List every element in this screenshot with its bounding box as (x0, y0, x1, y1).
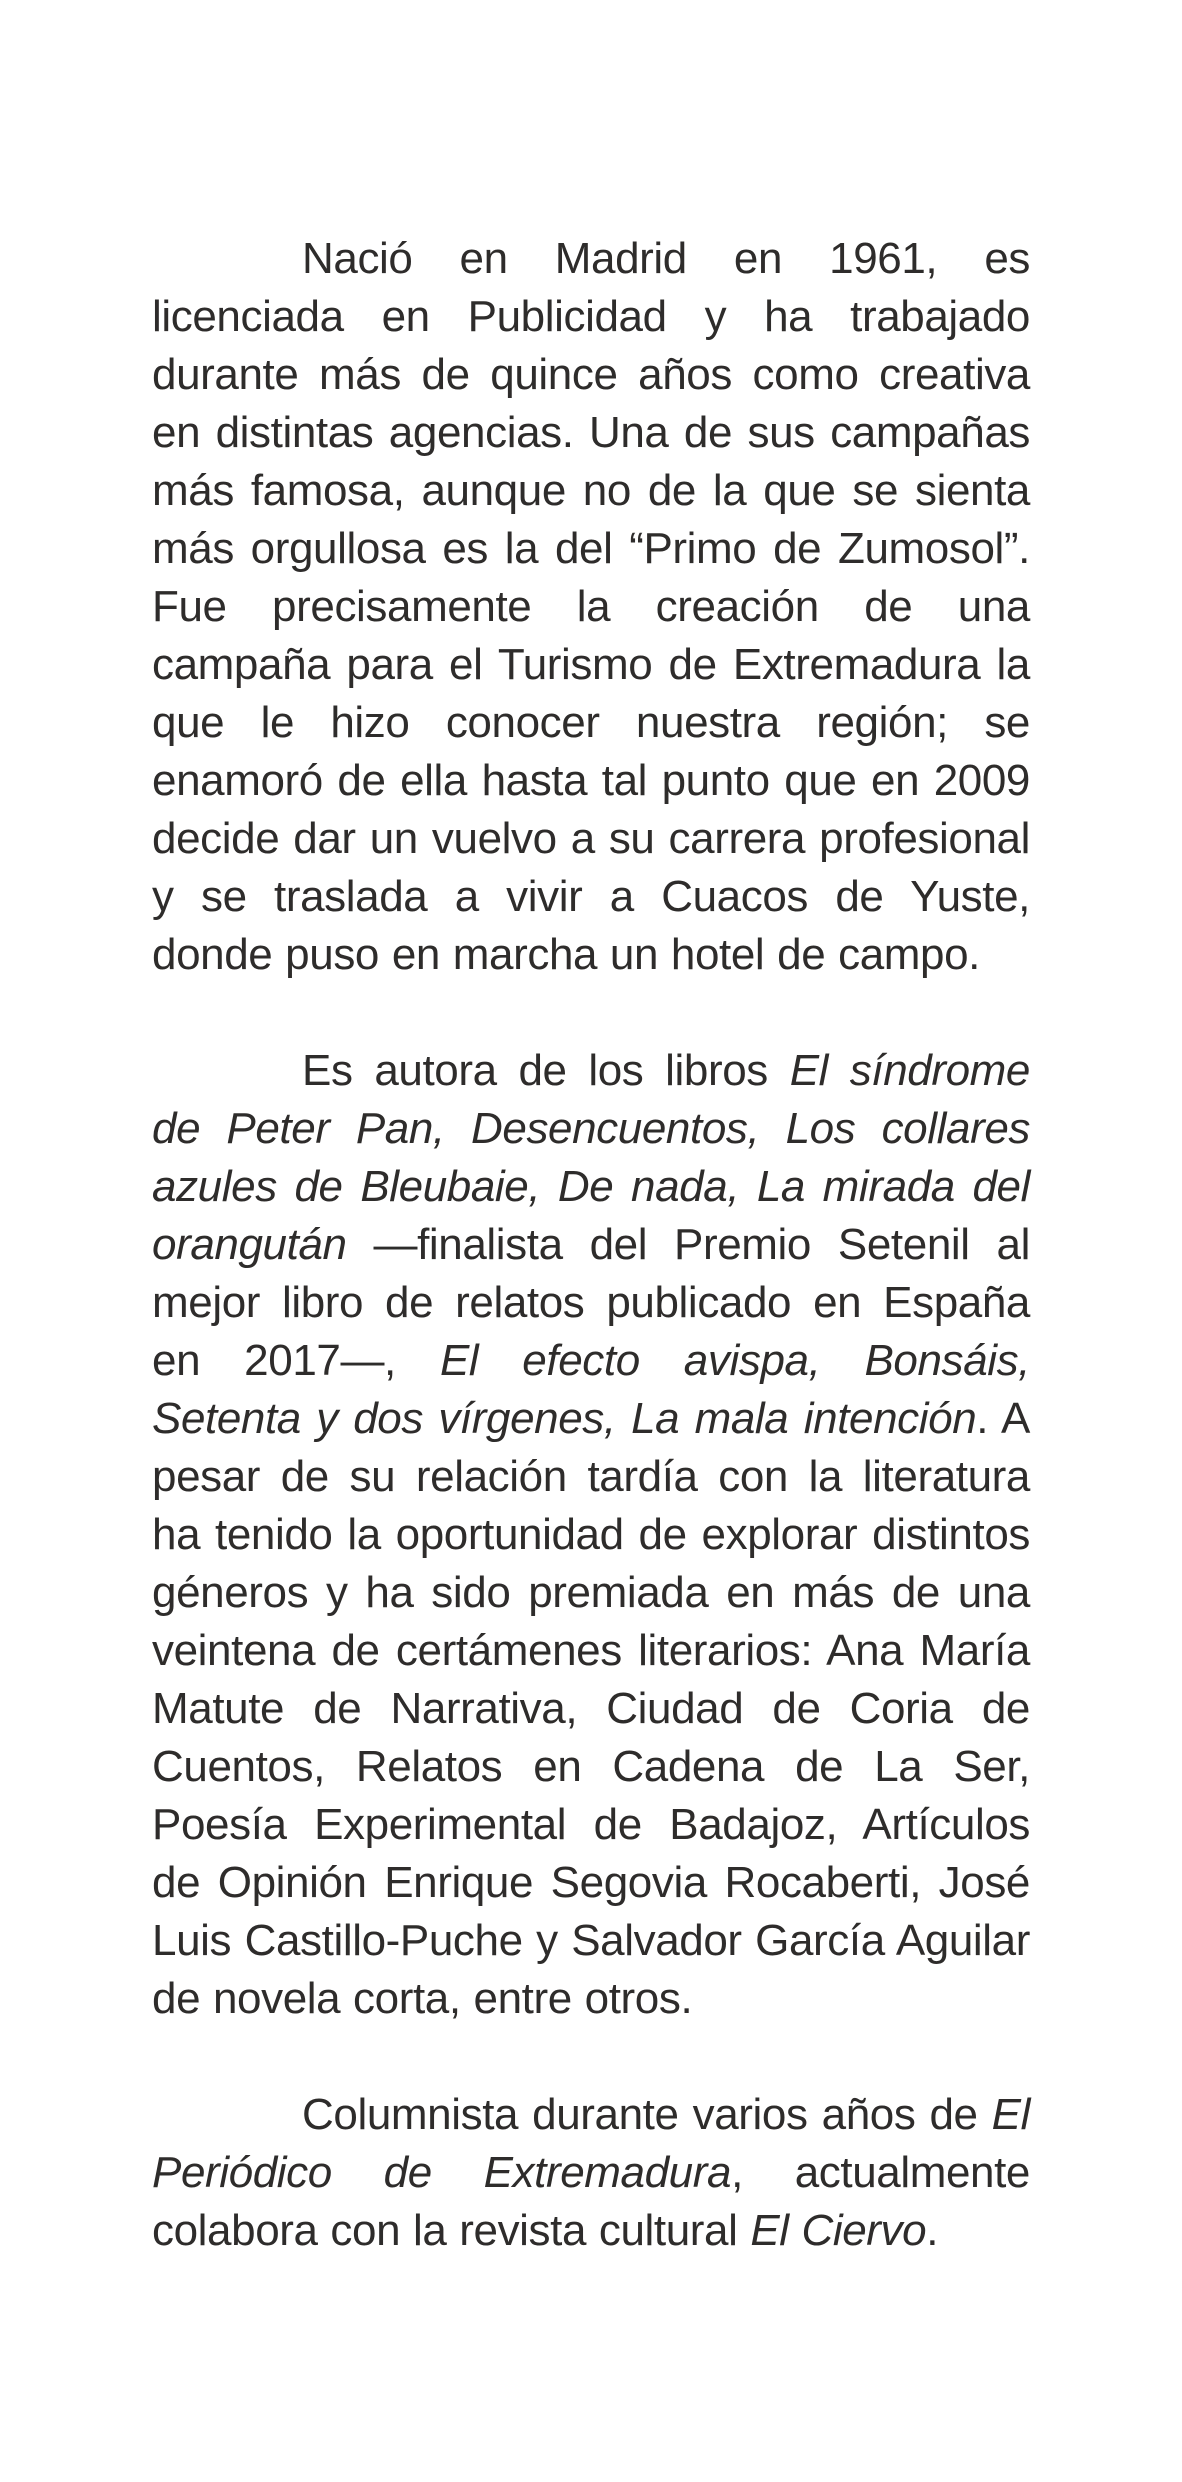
book-title-italic: El efecto avispa, Bonsáis, Setenta y dos vírgenes, La mala intención (152, 1336, 1031, 1443)
book-title-italic: El Periódico de Extremadura (152, 2090, 1030, 2197)
text-segment: —finalista del Premio Setenil al mejor libro de relatos publicado en España en 2017—, (152, 1220, 1030, 1385)
book-title-italic: El síndrome de Peter Pan, Desencuentos, Los collares azules de Bleubaie, De nada, La mirada del orangután (152, 1046, 1030, 1269)
text-segment: , actualmente colabora con la revista cultural (152, 2148, 1031, 2255)
bio-paragraph-1 (152, 230, 1030, 984)
text-segment: Es autora de los libros (302, 1046, 790, 1095)
book-title-italic: El Ciervo (750, 2206, 927, 2255)
text-segment: Columnista durante varios años de (302, 2090, 992, 2139)
text-segment: . A pesar de su relación tardía con la literatura ha tenido la oportunidad de explorar distintos géneros y ha sido premiada en más de una veintena de certámenes literarios: Ana María Matute de Narrativa, Ciudad de Coria de Cuentos, Relatos en Cadena de La Ser, Poesía Experimental de Badajoz, Artículos de Opinión Enrique Segovia Rocaberti, José Luis Castillo-Puche y Salvador García Aguilar de novela corta, entre otros. (152, 1394, 1030, 2023)
text-segment: Nació en Madrid en 1961, es licenciada en Publicidad y ha trabajado durante más de quince años como creativa en distintas agencias. Una de sus campañas más famosa, aunque no de la que se sienta más orgullosa es la del “Primo de Zumosol”. Fue precisamente la creación de una campaña para el Turismo de Extremadura la que le hizo conocer nuestra región; se enamoró de ella hasta tal punto que en 2009 decide dar un vuelvo a su carrera profesional y se traslada a vivir a Cuacos de Yuste, donde puso en marcha un hotel de campo. (152, 234, 1030, 979)
bio-paragraph-2 (152, 1042, 1030, 2028)
biography-text-block (152, 230, 1030, 2260)
bio-paragraph-3 (152, 2086, 1030, 2260)
text-segment: . (926, 2206, 939, 2255)
